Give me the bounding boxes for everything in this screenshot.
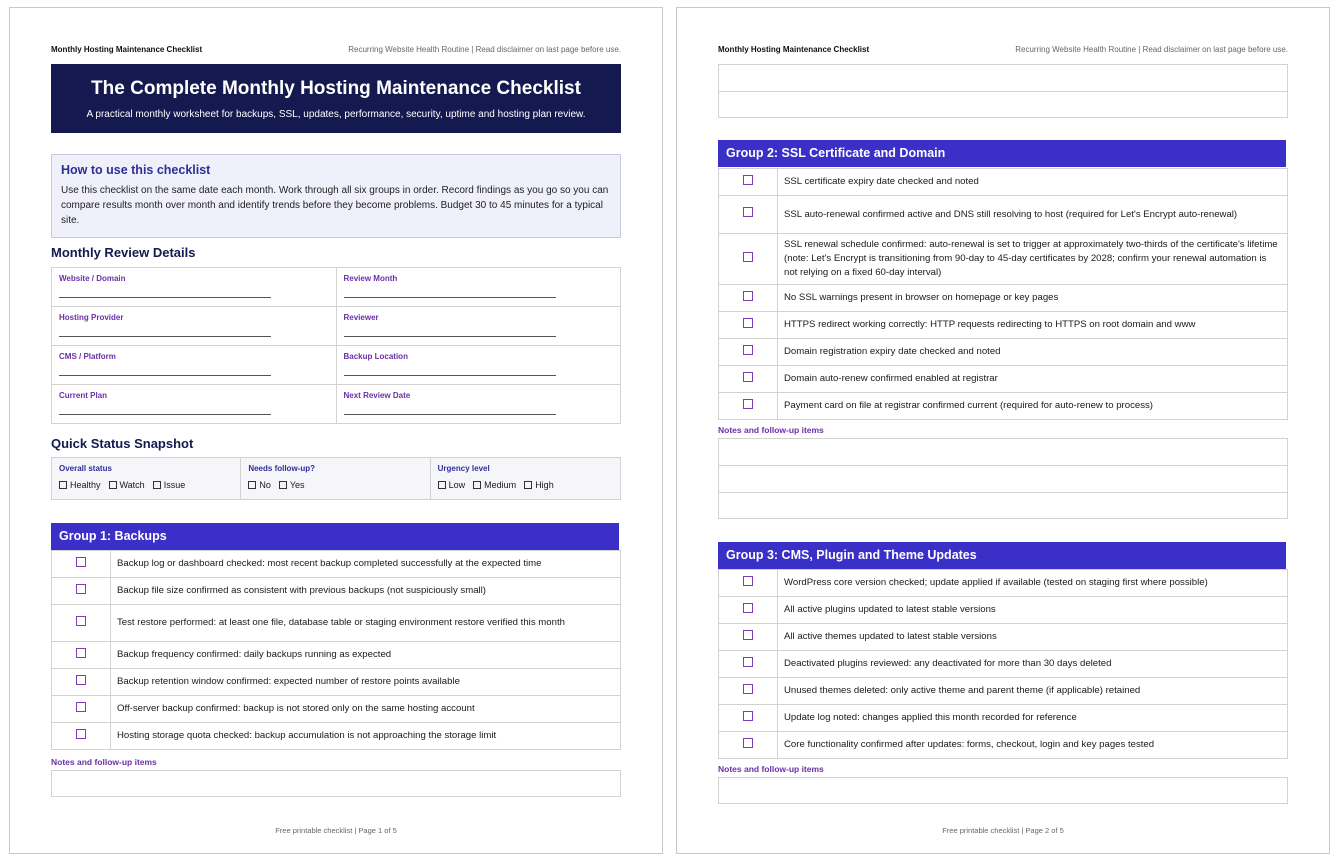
checkbox-icon: [524, 481, 532, 489]
checkbox[interactable]: [743, 630, 753, 640]
fill-line: [344, 414, 556, 415]
notes-line: [719, 65, 1287, 92]
option-yes[interactable]: [279, 480, 305, 490]
group-2-items: [718, 168, 1288, 420]
field-hosting-provider[interactable]: [52, 307, 337, 346]
running-header-title: Monthly Hosting Maintenance Checklist: [718, 45, 870, 54]
option-no[interactable]: [248, 480, 271, 490]
checkbox-icon: [438, 481, 446, 489]
how-to-heading: How to use this checklist: [61, 163, 211, 177]
group-1-items: [51, 550, 621, 750]
running-header: [51, 45, 621, 57]
checklist-row: [719, 651, 1288, 678]
checklist-item-text: Domain auto-renew confirmed enabled at registrar: [778, 366, 1288, 393]
checklist-item-text: Domain registration expiry date checked and noted: [778, 339, 1288, 366]
notes-line: [719, 439, 1287, 466]
notes-label: Notes and follow-up items: [51, 757, 157, 767]
checklist-row: [52, 551, 621, 578]
notes-box[interactable]: [718, 777, 1288, 804]
checklist-row: [719, 366, 1288, 393]
field-reviewer[interactable]: [336, 307, 621, 346]
checkbox[interactable]: [743, 711, 753, 721]
snapshot-overall-status: [52, 458, 241, 499]
checkbox[interactable]: [76, 584, 86, 594]
checkbox[interactable]: [743, 684, 753, 694]
field-current-plan[interactable]: [52, 385, 337, 424]
field-label: Next Review Date: [343, 391, 411, 400]
document-subtitle: A practical monthly worksheet for backups, SSL, updates, performance, security, uptime and hosting plan review.: [86, 109, 586, 120]
checklist-item-text: Backup frequency confirmed: daily backups running as expected: [111, 642, 621, 669]
fill-line: [59, 375, 271, 376]
snapshot-label: Needs follow-up?: [248, 464, 315, 473]
field-label: Review Month: [343, 274, 398, 283]
checklist-item-text: Backup retention window confirmed: expected number of restore points available: [111, 669, 621, 696]
fill-line: [344, 375, 556, 376]
fill-line: [344, 297, 556, 298]
notes-box[interactable]: [718, 438, 1288, 519]
status-snapshot: [51, 457, 621, 500]
checklist-row: [52, 669, 621, 696]
checklist-item-text: All active themes updated to latest stable versions: [778, 624, 1288, 651]
checklist-row: [52, 723, 621, 750]
checkbox-icon: [59, 481, 67, 489]
checkbox[interactable]: [743, 399, 753, 409]
running-header-note: Recurring Website Health Routine | Read disclaimer on last page before use.: [348, 45, 621, 54]
field-label: CMS / Platform: [59, 352, 116, 361]
checkbox[interactable]: [743, 576, 753, 586]
fill-line: [59, 297, 271, 298]
checklist-item-text: SSL auto-renewal confirmed active and DNS still resolving to host (required for Let's Encrypt auto-renewal): [778, 196, 1288, 234]
checklist-row: [719, 312, 1288, 339]
field-label: Reviewer: [343, 313, 379, 322]
checkbox-icon: [248, 481, 256, 489]
checklist-item-text: No SSL warnings present in browser on homepage or key pages: [778, 285, 1288, 312]
checklist-row: [52, 642, 621, 669]
checklist-row: [719, 597, 1288, 624]
document-page-2: [676, 7, 1330, 854]
checklist-item-text: Test restore performed: at least one file, database table or staging environment restore verified this month: [111, 605, 621, 642]
option-label: High: [535, 480, 554, 490]
option-label: Healthy: [70, 480, 101, 490]
checklist-item-text: SSL renewal schedule confirmed: auto-renewal is set to trigger at approximately two-thirds of the certificate's lifetime (note: Let's Encrypt is transitioning from 90-day to 45-day certificates by 2028; confirm your renewal automation is not relying on a fixed 60-day interval): [778, 234, 1288, 285]
field-label: Backup Location: [343, 352, 408, 361]
option-watch[interactable]: [109, 480, 145, 490]
field-next-review-date[interactable]: [336, 385, 621, 424]
checklist-row: [52, 696, 621, 723]
running-header-note: Recurring Website Health Routine | Read disclaimer on last page before use.: [1015, 45, 1288, 54]
option-healthy[interactable]: [59, 480, 101, 490]
option-medium[interactable]: [473, 480, 516, 490]
checklist-row: [52, 605, 621, 642]
checkbox[interactable]: [743, 207, 753, 217]
group-3-header: Group 3: CMS, Plugin and Theme Updates: [718, 542, 1286, 569]
checklist-row: [719, 169, 1288, 196]
page-footer: Free printable checklist | Page 1 of 5: [275, 826, 397, 835]
field-label: Current Plan: [59, 391, 108, 400]
option-label: Yes: [289, 480, 305, 490]
page-footer: Free printable checklist | Page 2 of 5: [942, 826, 1064, 835]
group-2-header: Group 2: SSL Certificate and Domain: [718, 140, 1286, 167]
option-high[interactable]: [524, 480, 554, 490]
checklist-row: [52, 578, 621, 605]
how-to-body: Use this checklist on the same date each month. Work through all six groups in order. Record findings as you go so you can compare results month over month and identify trends before they become problems. Budget 30 to 45 minutes for a typical site.: [61, 185, 609, 226]
checkbox[interactable]: [743, 657, 753, 667]
fill-line: [344, 336, 556, 337]
checklist-item-text: Backup file size confirmed as consistent with previous backups (not suspiciously small): [111, 578, 621, 605]
title-banner: [51, 64, 621, 133]
fill-line: [59, 414, 271, 415]
option-low[interactable]: [438, 480, 466, 490]
checkbox[interactable]: [743, 345, 753, 355]
snapshot-label: Urgency level: [437, 464, 490, 473]
notes-line: [719, 493, 1287, 518]
checkbox-icon: [473, 481, 481, 489]
field-website-domain[interactable]: [52, 268, 337, 307]
snapshot-needs-follow-up: [241, 458, 430, 499]
checkbox[interactable]: [76, 702, 86, 712]
checklist-row: [719, 570, 1288, 597]
field-review-month[interactable]: [336, 268, 621, 307]
how-to-use-box: [51, 154, 621, 238]
checkbox[interactable]: [743, 175, 753, 185]
checkbox[interactable]: [743, 291, 753, 301]
checklist-item-text: Backup log or dashboard checked: most recent backup completed successfully at the expected time: [111, 551, 621, 578]
notes-line: [719, 92, 1287, 118]
field-label: Website / Domain: [59, 274, 126, 283]
fill-line: [59, 336, 271, 337]
checklist-item-text: Off-server backup confirmed: backup is not stored only on the same hosting account: [111, 696, 621, 723]
notes-box-continued[interactable]: [718, 64, 1288, 118]
group-1-header: Group 1: Backups: [51, 523, 619, 550]
running-header-title: Monthly Hosting Maintenance Checklist: [51, 45, 203, 54]
field-label: Hosting Provider: [59, 313, 124, 322]
option-issue[interactable]: [153, 480, 186, 490]
checklist-row: [719, 285, 1288, 312]
checklist-row: [719, 624, 1288, 651]
option-label: Medium: [484, 480, 517, 490]
notes-box[interactable]: [51, 770, 621, 797]
option-label: Watch: [119, 480, 145, 490]
notes-line: [719, 466, 1287, 493]
checklist-item-text: SSL certificate expiry date checked and noted: [778, 169, 1288, 196]
checklist-row: [719, 705, 1288, 732]
notes-label: Notes and follow-up items: [718, 764, 824, 774]
status-snapshot-heading: Quick Status Snapshot: [51, 436, 194, 451]
checklist-item-text: HTTPS redirect working correctly: HTTP requests redirecting to HTTPS on root domain and www: [778, 312, 1288, 339]
checklist-item-text: Deactivated plugins reviewed: any deactivated for more than 30 days deleted: [778, 651, 1288, 678]
checkbox[interactable]: [76, 557, 86, 567]
checklist-item-text: Update log noted: changes applied this month recorded for reference: [778, 705, 1288, 732]
running-header: [718, 45, 1288, 57]
option-label: Low: [448, 480, 466, 490]
checkbox[interactable]: [76, 729, 86, 739]
checkbox[interactable]: [743, 318, 753, 328]
checklist-row: [719, 732, 1288, 759]
notes-label: Notes and follow-up items: [718, 425, 824, 435]
checkbox[interactable]: [76, 648, 86, 658]
checklist-item-text: Core functionality confirmed after updates: forms, checkout, login and key pages tested: [778, 732, 1288, 759]
review-details-table: [51, 267, 621, 424]
checkbox[interactable]: [743, 252, 753, 262]
checklist-item-text: Hosting storage quota checked: backup accumulation is not approaching the storage limit: [111, 723, 621, 750]
option-label: No: [259, 480, 271, 490]
checklist-row: [719, 393, 1288, 420]
checklist-row: [719, 339, 1288, 366]
checklist-item-text: All active plugins updated to latest stable versions: [778, 597, 1288, 624]
checklist-item-text: Unused themes deleted: only active theme and parent theme (if applicable) retained: [778, 678, 1288, 705]
group-3-items: [718, 569, 1288, 759]
checkbox[interactable]: [76, 616, 86, 626]
option-label: Issue: [163, 480, 186, 490]
field-backup-location[interactable]: [336, 346, 621, 385]
checkbox[interactable]: [743, 372, 753, 382]
checkbox[interactable]: [76, 675, 86, 685]
checkbox-icon: [153, 481, 161, 489]
checkbox[interactable]: [743, 603, 753, 613]
checkbox[interactable]: [743, 738, 753, 748]
checkbox-icon: [109, 481, 117, 489]
document-title: The Complete Monthly Hosting Maintenance Checklist: [91, 78, 581, 99]
field-cms-platform[interactable]: [52, 346, 337, 385]
checkbox-icon: [279, 481, 287, 489]
document-page-1: [9, 7, 663, 854]
checklist-item-text: WordPress core version checked; update applied if available (tested on staging first where possible): [778, 570, 1288, 597]
checklist-row: [719, 196, 1288, 234]
snapshot-label: Overall status: [59, 464, 112, 473]
checklist-item-text: Payment card on file at registrar confirmed current (required for auto-renew to process): [778, 393, 1288, 420]
checklist-row: [719, 678, 1288, 705]
snapshot-urgency-level: [431, 458, 620, 499]
review-details-heading: Monthly Review Details: [51, 245, 196, 260]
checklist-row: [719, 234, 1288, 285]
